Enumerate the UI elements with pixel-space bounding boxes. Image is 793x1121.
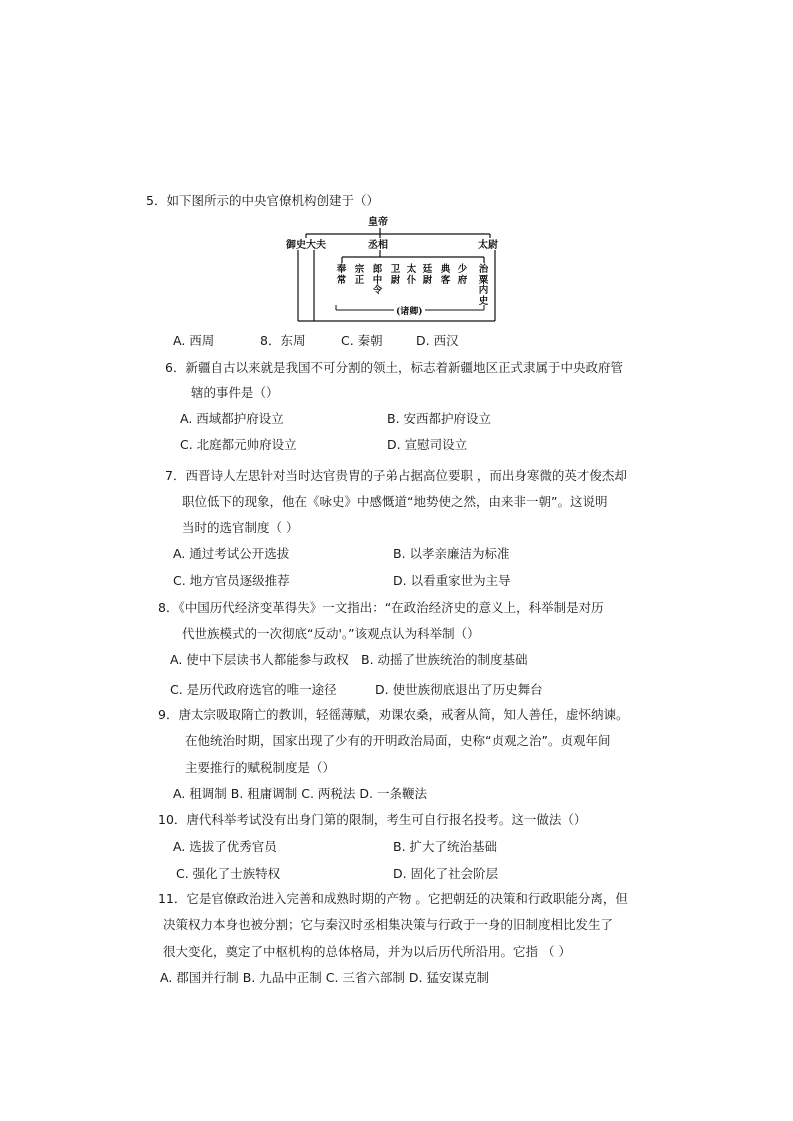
q8-option-c[interactable]: C. 是历代政府选官的唯一途径	[170, 682, 337, 697]
q5-stem: 5．如下图所示的中央官僚机构创建于（）	[146, 193, 379, 208]
minister-4: 卫尉	[390, 264, 401, 286]
bureaucracy-diagram	[284, 215, 506, 323]
q6-option-b[interactable]: B. 安西都护府设立	[387, 411, 492, 426]
q6-stem-line-1: 6．新疆自古以来就是我国不可分割的领土，标志着新疆地区正式隶属于中央政府管	[165, 360, 623, 375]
q8-option-d[interactable]: D. 使世族彻底退出了历史舞台	[375, 682, 543, 697]
q7-option-b[interactable]: B. 以孝亲廉洁为标准	[393, 546, 510, 561]
minister-2: 宗正	[354, 264, 365, 286]
q6-option-a[interactable]: A. 西域都护府设立	[180, 411, 284, 426]
q10-option-d[interactable]: D. 固化了社会阶层	[393, 866, 499, 881]
minister-9: 治粟内史	[478, 264, 489, 307]
q8-option-a[interactable]: A. 使中下层读书人都能参与政权	[170, 652, 349, 667]
q6-stem-line-2: 辖的事件是（）	[191, 385, 279, 400]
q7-option-d[interactable]: D. 以看重家世为主导	[393, 573, 511, 588]
q9-stem-line-3: 主要推行的赋税制度是（）	[185, 760, 336, 775]
q6-option-c[interactable]: C. 北庭都元帅府设立	[180, 437, 297, 452]
q5-option-d[interactable]: D. 西汉	[416, 333, 459, 348]
q10-option-c[interactable]: C. 强化了士族特权	[176, 866, 281, 881]
q7-stem-line-1: 7．西晋诗人左思针对当时达官贵胄的子弟占据高位要职 ，而出身寒微的英才俊杰却	[165, 468, 627, 483]
q7-stem-line-2: 职位低下的现象，他在《咏史》中感慨道“地势使之然，由来非一朝”。这说明	[182, 494, 608, 509]
chancellor-label: 丞相	[368, 240, 388, 251]
q7-option-c[interactable]: C. 地方官员逐级推荐	[173, 573, 290, 588]
q5-option-b[interactable]: 8．东周	[260, 333, 306, 348]
q10-option-b[interactable]: B. 扩大了统治基础	[393, 839, 498, 854]
minister-6: 廷尉	[422, 264, 433, 286]
censor-label: 御史大夫	[286, 240, 326, 251]
q11-stem-line-1: 11．它是官僚政治进入完善和成熟时期的产物 。它把朝廷的决策和行政职能分离，但	[158, 891, 628, 906]
emperor-label: 皇帝	[368, 217, 388, 228]
q6-option-d[interactable]: D. 宣慰司设立	[387, 437, 468, 452]
q9-options[interactable]: A. 租调制 B. 租庸调制 C. 两税法 D. 一条鞭法	[173, 786, 427, 801]
q5-option-a[interactable]: A. 西周	[173, 333, 215, 348]
q8-stem-line-1: 8．《中国历代经济变革得失》一文指出：“在政治经济史的意义上，科举制是对历	[158, 600, 604, 615]
q10-stem: 10．唐代科举考试没有出身门第的限制，考生可自行报名投考。这一做法（）	[158, 812, 587, 827]
q8-stem-line-2: 代世族模式的一次彻底“反动'。”该观点认为科举制（）	[182, 626, 480, 641]
q11-stem-line-3: 很大变化，奠定了中枢机构的总体格局，并为以后历代所沿用。它指 （ ）	[163, 944, 571, 959]
q8-option-b[interactable]: B. 动摇了世族统治的制度基础	[361, 652, 528, 667]
minister-5: 太仆	[406, 264, 417, 286]
q5-option-c[interactable]: C. 秦朝	[341, 333, 383, 348]
q11-stem-line-2: 决策权力本身也被分割；它与秦汉时丞相集决策与行政于一身的旧制度相比发生了	[163, 917, 614, 932]
minister-3: 郎中令	[372, 264, 383, 296]
minister-1: 奉常	[336, 264, 347, 286]
q11-options[interactable]: A. 郡国并行制 B. 九品中正制 C. 三省六部制 D. 猛安谋克制	[160, 970, 489, 985]
minister-8: 少府	[457, 264, 468, 286]
q9-stem-line-2: 在他统治时期，国家出现了少有的开明政治局面，史称“贞观之治”。贞观年间	[185, 733, 611, 748]
ministers-bracket-label: (诸卿)	[396, 307, 423, 317]
q7-stem-line-3: 当时的选官制度（ ）	[182, 520, 299, 535]
commandant-label: 太尉	[478, 240, 498, 251]
q7-option-a[interactable]: A. 通过考试公开选拔	[173, 546, 290, 561]
minister-7: 典客	[440, 264, 451, 286]
q9-stem-line-1: 9．唐太宗吸取隋亡的教训，轻徭薄赋，劝课农桑，戒奢从简，知人善任，虚怀纳谏。	[158, 707, 629, 722]
q10-option-a[interactable]: A. 选拔了优秀官员	[173, 839, 277, 854]
